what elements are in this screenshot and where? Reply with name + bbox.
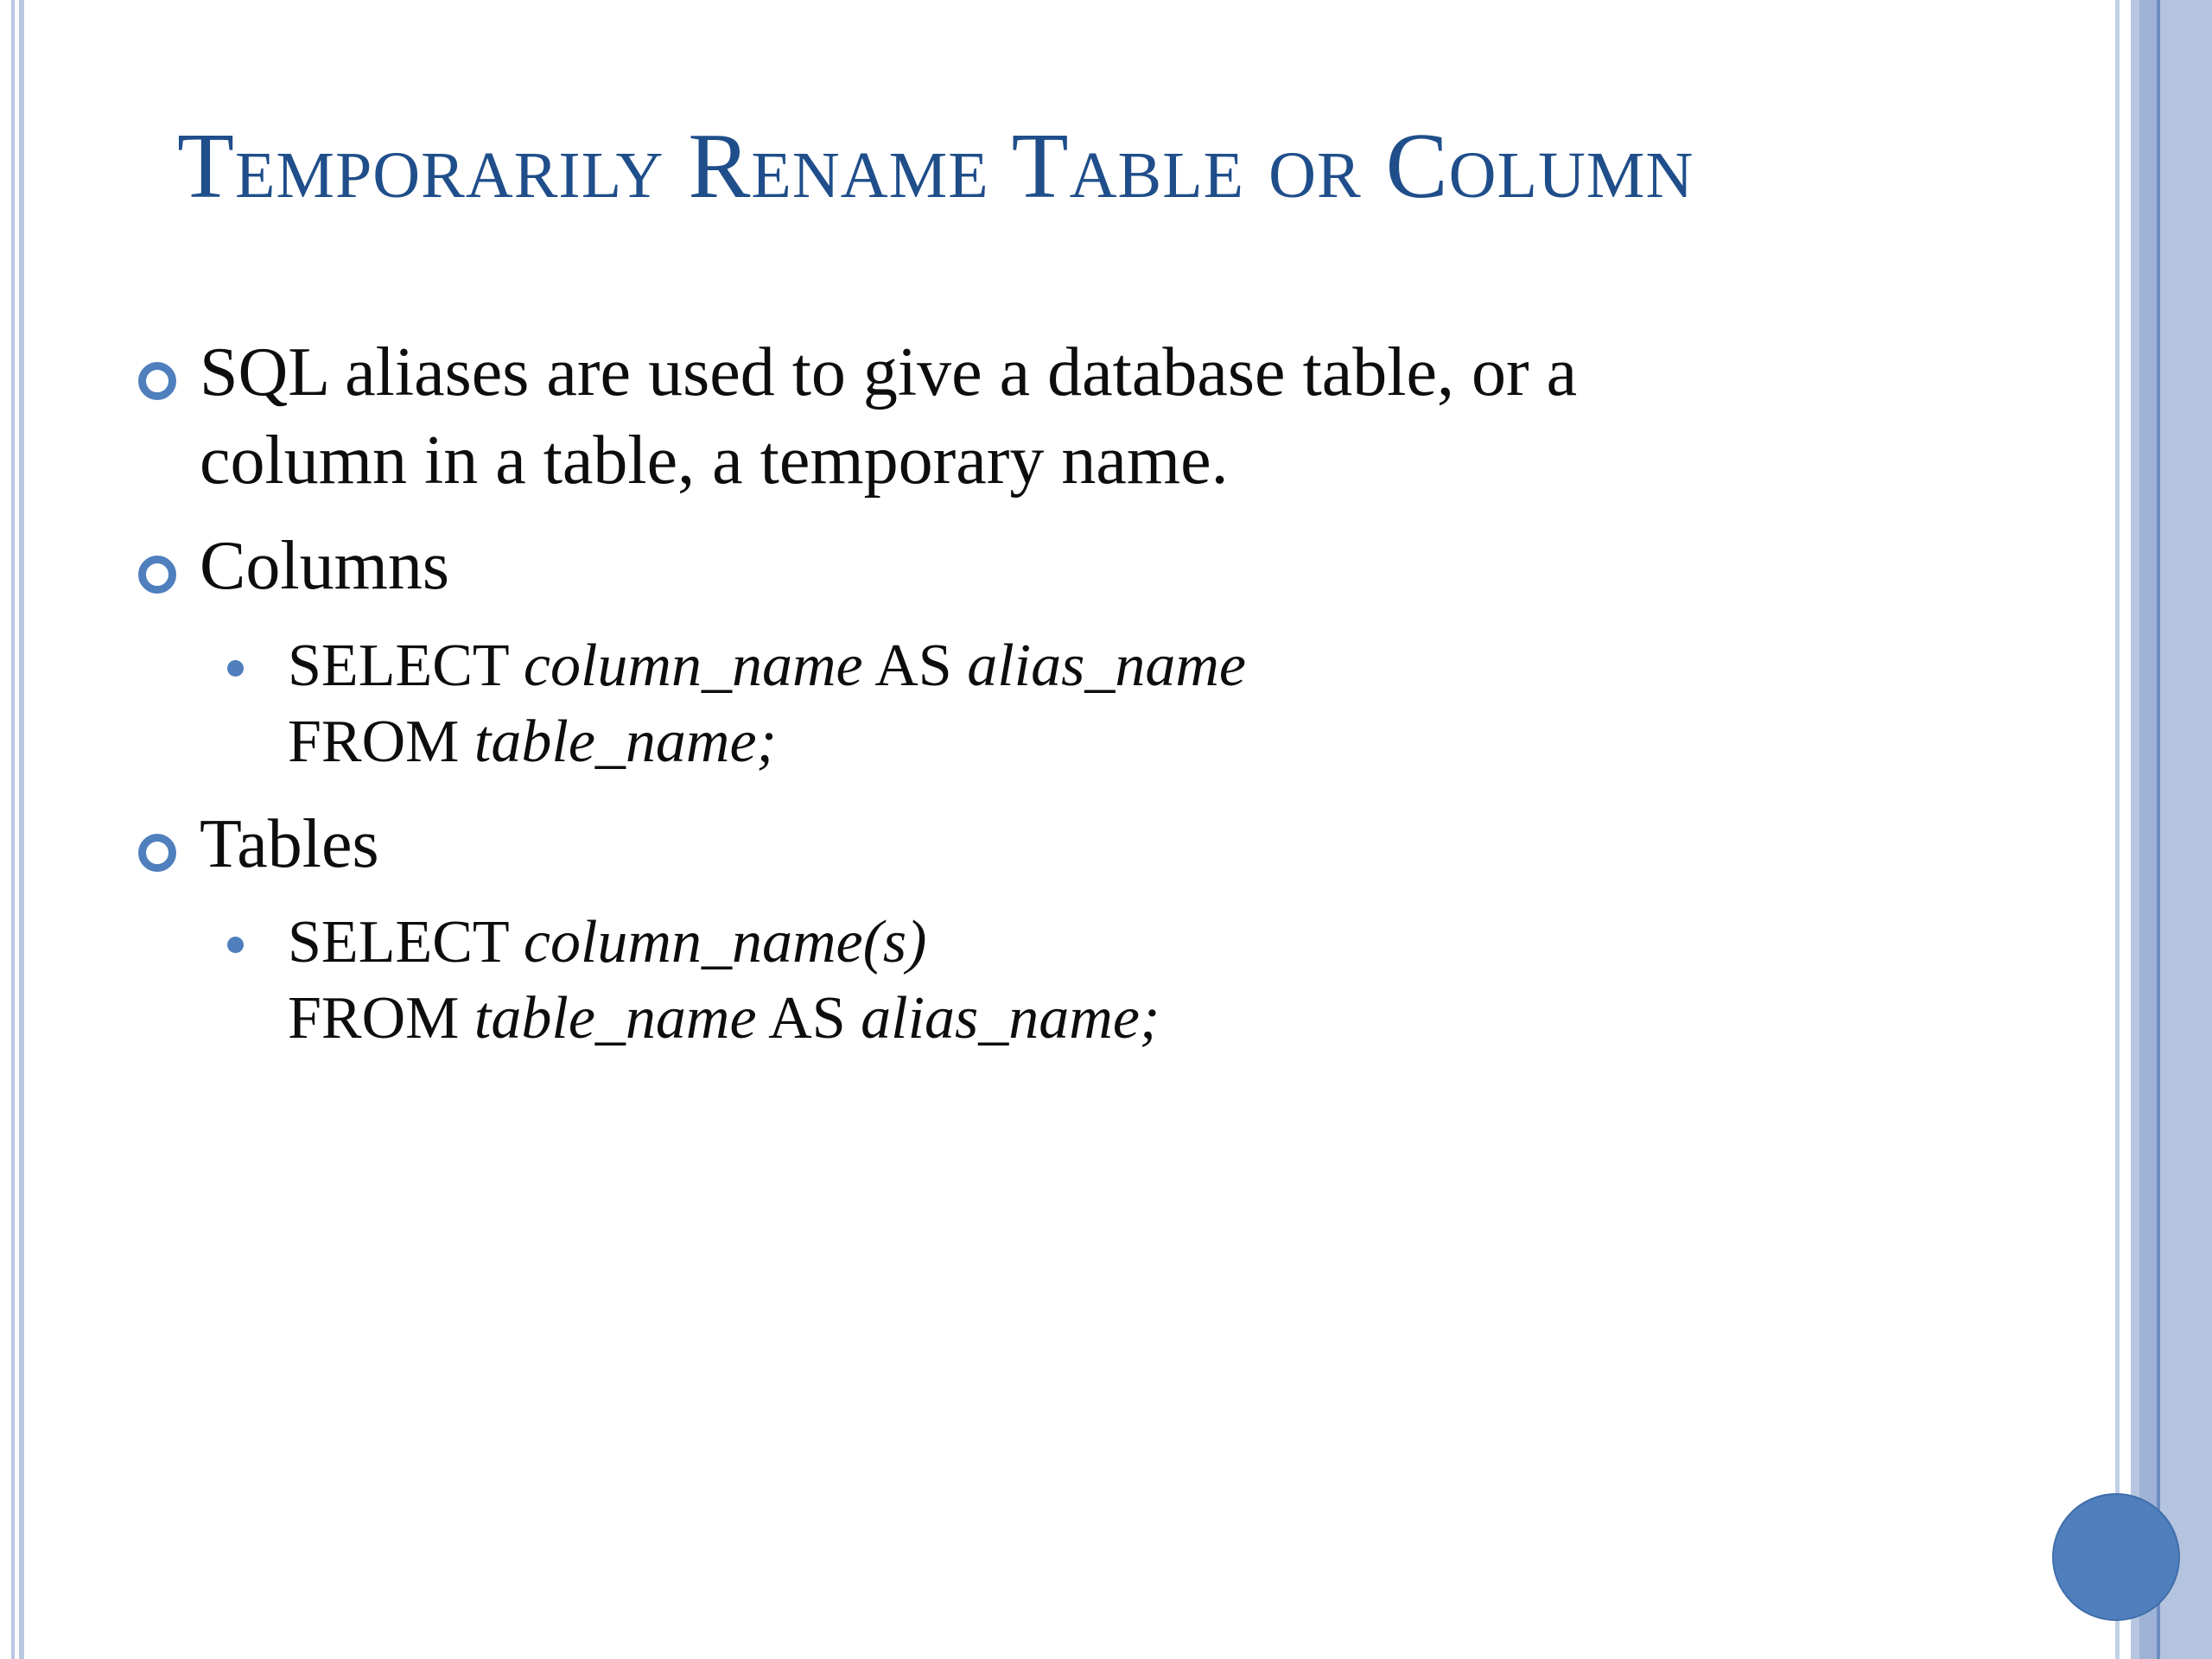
sql-identifier: alias_name; [861, 985, 1160, 1052]
sql-keyword: FROM [288, 709, 474, 775]
slide-title: Temporarily Rename Table or Column [177, 115, 1694, 218]
sql-code-line [288, 628, 1246, 704]
left-border-line [11, 0, 15, 1659]
filled-dot-bullet-icon [227, 660, 244, 677]
sql-code-line [288, 704, 777, 780]
right-border-band [2139, 0, 2157, 1659]
right-border-line [2115, 0, 2120, 1659]
filled-dot-bullet-icon [227, 937, 244, 953]
sql-identifier: alias_name [967, 632, 1246, 699]
bullet-text-columns: Columns [200, 528, 449, 604]
bullet-text-line: column in a table, a temporary name. [200, 423, 1229, 499]
hollow-ring-bullet-icon [138, 834, 176, 872]
sql-identifier: table_name; [474, 709, 777, 775]
decorative-circle [2052, 1493, 2180, 1621]
right-border-band [2160, 0, 2212, 1659]
bullet-text-tables: Tables [200, 806, 379, 882]
sql-identifier: column_name [523, 632, 863, 699]
sql-identifier: column_name(s) [523, 909, 927, 976]
sql-keyword: AS [862, 632, 968, 699]
bullet-text-line: SQL aliases are used to give a database table, or a [200, 334, 1578, 410]
hollow-ring-bullet-icon [138, 556, 176, 594]
left-border-line [19, 0, 24, 1659]
sql-keyword: FROM [288, 985, 474, 1052]
sql-keyword: SELECT [288, 909, 524, 976]
sql-keyword: SELECT [288, 632, 524, 699]
hollow-ring-bullet-icon [138, 362, 176, 400]
sql-code-line [288, 981, 1160, 1057]
right-border-line [2131, 0, 2139, 1659]
sql-identifier: table_name [474, 985, 757, 1052]
sql-keyword: AS [756, 985, 861, 1052]
sql-code-line [288, 905, 926, 981]
